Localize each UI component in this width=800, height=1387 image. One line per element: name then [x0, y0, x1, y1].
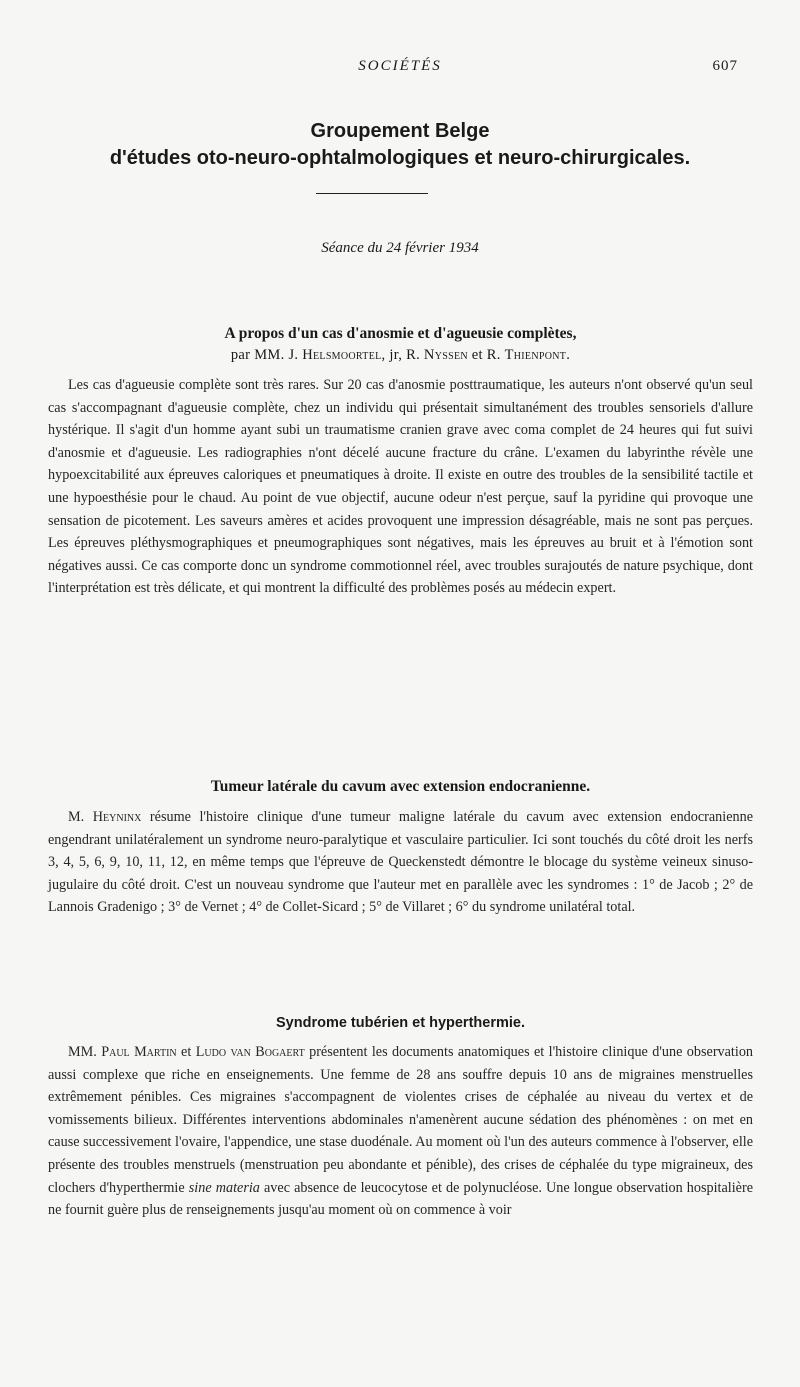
article-body: Les cas d'agueusie complète sont très rares. Sur 20 cas d'anosmie posttraumatique, les auteurs n'ont observé qu'un seul cas s'accompagnant d'agueusie complète, chez un individu qui présentait simultanément des troubles sensoriels d'allure hystérique. Il s'agit d'un homme ayant subi un traumatisme cranien grave avec coma complet de 24 heures qui fut suivi d'anosmie et d'agueusie. Les radiographies n'ont décelé aucune fracture du crâne. L'examen du labyrinthe révèle une hypoexcitabilité aux épreuves caloriques et pneumatiques à droite. Il existe en outre des troubles de la sensibilité tactile et une hypoesthésie pour le chaud. Au point de vue objectif, aucune odeur n'est perçue, sauf la pyridine qui provoque une sensation de picotement. Les saveurs amères et acides provoquent une impression désagréable, mais ne sont pas perçues. Les épreuves pléthysmographiques et pneumographiques sont négatives, mais les épreuves au bruit et à l'émotion sont négatives aussi. Ce cas comporte donc un syndrome commotionnel réel, avec troubles surajoutés de nature psychique, dont l'interprétation est très délicate, et qui montrent la difficulté des problèmes posés au médecin expert. [48, 377, 753, 597]
author-name: Helsmoortel [302, 347, 382, 363]
lead-author: Ludo van Bogaert [195, 1044, 305, 1060]
society-name-line2: d'études oto-neuro-ophtalmologiques et neuro-chirurgicales. [109, 147, 691, 169]
article-title: Tumeur latérale du cavum avec extension endocranienne. [210, 778, 591, 795]
article-title: A propos d'un cas d'anosmie et d'agueusie complètes, [224, 325, 577, 342]
article-authors [48, 347, 753, 364]
lead-prefix: MM. [68, 1044, 102, 1060]
article-body [48, 806, 753, 919]
running-title: SOCIÉTÉS [358, 58, 442, 74]
author-end: . [566, 347, 571, 363]
body-text: résume l'histoire clinique d'une tumeur maligne latérale du cavum avec extension endocranienne engendrant unilatéralement un syndrome neuro-paralytique et vasculaire particulier. Ici sont touchés du côté droit les nerfs 3, 4, 5, 6, 9, 10, 11, 12, en même temps que l'épreuve de Queckenstedt démontre le blocage du système veineux sinuso-jugulaire du côté droit. C'est un nouveau syndrome que l'auteur met en parallèle avec les syndromes : 1° de Jacob ; 2° de Lannois Gradenigo ; 3° de Vernet ; 4° de Collet-Sicard ; 5° de Villaret ; 6° du syndrome unilatéral total. [48, 809, 754, 916]
society-heading [40, 118, 760, 172]
lead-prefix: M. [68, 809, 93, 825]
body-text: avec absence de leucocytose et de polynucléose. Une longue observation hospitalière ne fournit guère plus de renseignements jusqu'au moment où on commence à voir [48, 1179, 753, 1219]
body-italic: sine materia [188, 1179, 260, 1196]
page-number: 607 [712, 58, 738, 74]
article-syndrome-tuberien [48, 1015, 753, 1222]
running-head [0, 58, 800, 82]
society-name-line1: Groupement Belge [310, 120, 490, 142]
body-text: présentent les documents anatomiques et l'histoire clinique d'une observation aussi complexe que riche en enseignements. Une femme de 28 ans souffre depuis 10 ans de migraines menstruelles extrêmement pénibles. Ces migraines s'accompagnent de violentes crises de céphalée au niveau du vertex et de vomissements bilieux. Différentes interventions abdominales n'amenèrent aucune sédation des phénomènes : on met en cause successivement l'ovaire, l'appendice, une stase duodénale. Au moment où l'un des auteurs commence à l'observer, elle présente des troubles menstruels (menstruation peu abondante et pénible), des crises de céphalée du type migraineux, des clochers d'hyperthermie [48, 1044, 754, 1196]
authors-prefix: par MM. [230, 347, 289, 363]
article-tumeur-cavum [48, 778, 753, 919]
article-title: Syndrome tubérien et hyperthermie. [276, 1015, 525, 1031]
author-name: Nyssen [423, 347, 468, 363]
article-body [48, 1041, 753, 1222]
author-initial: J. [288, 347, 303, 363]
lead-author: Paul Martin [101, 1044, 177, 1060]
author-initial: R. [406, 347, 424, 363]
author-conjunction: et [467, 347, 487, 363]
lead-conjunction: et [176, 1044, 196, 1060]
lead-author: Heyninx [92, 809, 142, 825]
author-initial: R. [486, 347, 505, 363]
article-anosmie [48, 325, 753, 600]
author-suffix: , jr, [381, 347, 407, 363]
session-date: Séance du 24 février 1934 [321, 240, 479, 256]
section-divider [316, 193, 428, 194]
author-name: Thienpont [504, 347, 567, 363]
